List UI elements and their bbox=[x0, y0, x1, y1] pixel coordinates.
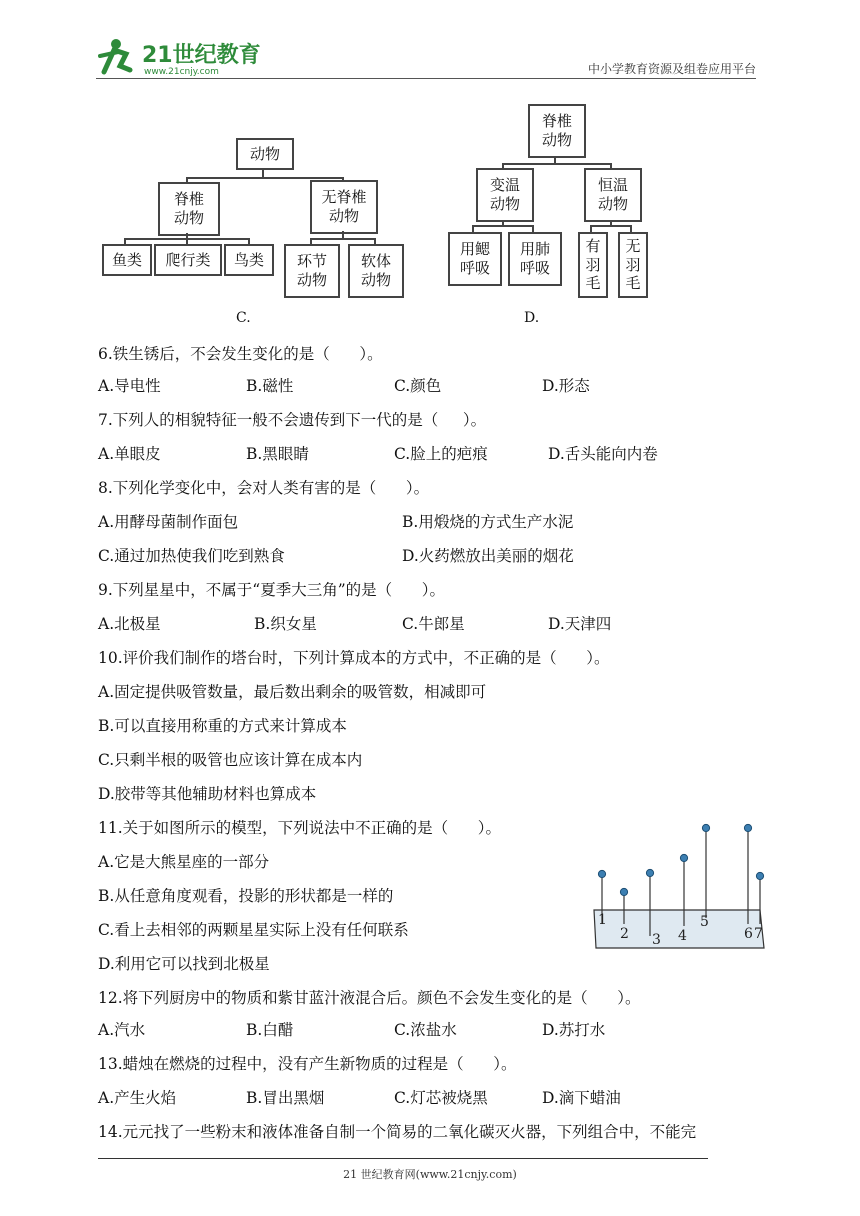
question-option: C.颜色 bbox=[394, 377, 442, 395]
question-option: C.看上去相邻的两颗星星实际上没有任何联系 bbox=[98, 921, 409, 939]
figure-c-leaf-bird: 鸟类 bbox=[224, 244, 274, 276]
question-option: B.用煅烧的方式生产水泥 bbox=[402, 513, 574, 531]
footer-text: 21 世纪教育网(www.21cnjy.com) bbox=[343, 1168, 517, 1181]
question-option: A.它是大熊星座的一部分 bbox=[98, 853, 270, 871]
question-option: B.黑眼睛 bbox=[246, 445, 309, 463]
model-star-number: 1 bbox=[598, 912, 607, 928]
figure-c-leaf-reptile: 爬行类 bbox=[154, 244, 222, 276]
question-option: C.灯芯被烧黑 bbox=[394, 1089, 488, 1107]
figure-c-root: 动物 bbox=[236, 138, 294, 170]
question-option: D.火药燃放出美丽的烟花 bbox=[402, 547, 574, 565]
figure-c-leaf-fish: 鱼类 bbox=[102, 244, 152, 276]
model-star-number: 2 bbox=[620, 926, 629, 942]
question-option: C.牛郎星 bbox=[402, 615, 465, 633]
question-option: A.产生火焰 bbox=[98, 1089, 177, 1107]
figure-d-label: D. bbox=[524, 310, 540, 326]
question-option: D.舌头能向内卷 bbox=[548, 445, 658, 463]
question-option: A.用酵母菌制作面包 bbox=[98, 513, 239, 531]
question-stem: 12.将下列厨房中的物质和紫甘蓝汁液混合后。颜色不会发生变化的是（ ）。 bbox=[98, 989, 641, 1007]
question-option: D.天津四 bbox=[548, 615, 612, 633]
question-option: A.导电性 bbox=[98, 377, 161, 395]
question-option: A.单眼皮 bbox=[98, 445, 161, 463]
question-option: D.利用它可以找到北极星 bbox=[98, 955, 270, 973]
figure-d-warm-blooded: 恒温 动物 bbox=[584, 168, 642, 222]
question-option: D.形态 bbox=[542, 377, 590, 395]
model-star-number: 3 bbox=[652, 932, 661, 948]
question-option: B.磁性 bbox=[246, 377, 294, 395]
model-star-number: 5 bbox=[700, 914, 709, 930]
model-star-number: 4 bbox=[678, 928, 687, 944]
figure-d-leaf-feathered: 有 羽 毛 bbox=[578, 232, 608, 298]
question-stem: 13.蜡烛在燃烧的过程中，没有产生新物质的过程是（ ）。 bbox=[98, 1055, 517, 1073]
question-option: D.胶带等其他辅助材料也算成本 bbox=[98, 785, 317, 803]
question-option: D.滴下蜡油 bbox=[542, 1089, 621, 1107]
question-option: B.从任意角度观看，投影的形状都是一样的 bbox=[98, 887, 394, 905]
header-platform-text: 中小学教育资源及组卷应用平台 bbox=[587, 62, 756, 76]
footer-divider bbox=[98, 1158, 708, 1159]
figure-c-leaf-mollusk: 软体 动物 bbox=[348, 244, 404, 298]
question-option: B.白醋 bbox=[246, 1021, 294, 1039]
question-option: C.浓盐水 bbox=[394, 1021, 457, 1039]
model-star-number: 7 bbox=[754, 926, 763, 942]
question-option: B.可以直接用称重的方式来计算成本 bbox=[98, 717, 347, 735]
question-stem: 7.下列人的相貌特征一般不会遗传到下一代的是（ ）。 bbox=[98, 411, 487, 429]
question-stem: 11.关于如图所示的模型，下列说法中不正确的是（ ）。 bbox=[98, 819, 501, 837]
question-option: A.固定提供吸管数量，最后数出剩余的吸管数，相减即可 bbox=[98, 683, 487, 701]
question-stem: 8.下列化学变化中，会对人类有害的是（ ）。 bbox=[98, 479, 430, 497]
question-option: A.北极星 bbox=[98, 615, 161, 633]
figure-c-leaf-annelid: 环节 动物 bbox=[284, 244, 340, 298]
question-stem: 10.评价我们制作的塔台时，下列计算成本的方式中，不正确的是（ ）。 bbox=[98, 649, 610, 667]
big-dipper-model-figure bbox=[588, 818, 778, 958]
question-stem: 6.铁生锈后，不会发生变化的是（ ）。 bbox=[98, 345, 383, 363]
header-divider bbox=[96, 78, 756, 79]
figure-d-leaf-gills: 用鳃 呼吸 bbox=[448, 232, 502, 286]
figure-d-leaf-featherless: 无 羽 毛 bbox=[618, 232, 648, 298]
figure-c-vertebrate: 脊椎 动物 bbox=[158, 182, 220, 236]
question-option: C.通过加热使我们吃到熟食 bbox=[98, 547, 285, 565]
figure-c-label: C. bbox=[236, 310, 251, 326]
question-option: A.汽水 bbox=[98, 1021, 146, 1039]
figure-d-cold-blooded: 变温 动物 bbox=[476, 168, 534, 222]
question-option: C.只剩半根的吸管也应该计算在成本内 bbox=[98, 751, 363, 769]
question-option: C.脸上的疤痕 bbox=[394, 445, 488, 463]
site-logo bbox=[96, 36, 266, 76]
svg-text:21世纪教育: 21世纪教育 bbox=[142, 43, 261, 68]
question-option: B.冒出黑烟 bbox=[246, 1089, 325, 1107]
question-option: D.苏打水 bbox=[542, 1021, 606, 1039]
model-star-number: 6 bbox=[744, 926, 753, 942]
svg-text:www.21cnjy.com: www.21cnjy.com bbox=[144, 67, 219, 76]
question-option: B.织女星 bbox=[254, 615, 317, 633]
figure-d-leaf-lungs: 用肺 呼吸 bbox=[508, 232, 562, 286]
figure-d-root: 脊椎 动物 bbox=[528, 104, 586, 158]
question-stem: 9.下列星星中，不属于“夏季大三角”的是（ ）。 bbox=[98, 581, 445, 599]
figure-c-invertebrate: 无脊椎 动物 bbox=[310, 180, 378, 234]
question-stem: 14.元元找了一些粉末和液体准备自制一个简易的二氧化碳灭火器，下列组合中，不能完 bbox=[98, 1123, 697, 1141]
